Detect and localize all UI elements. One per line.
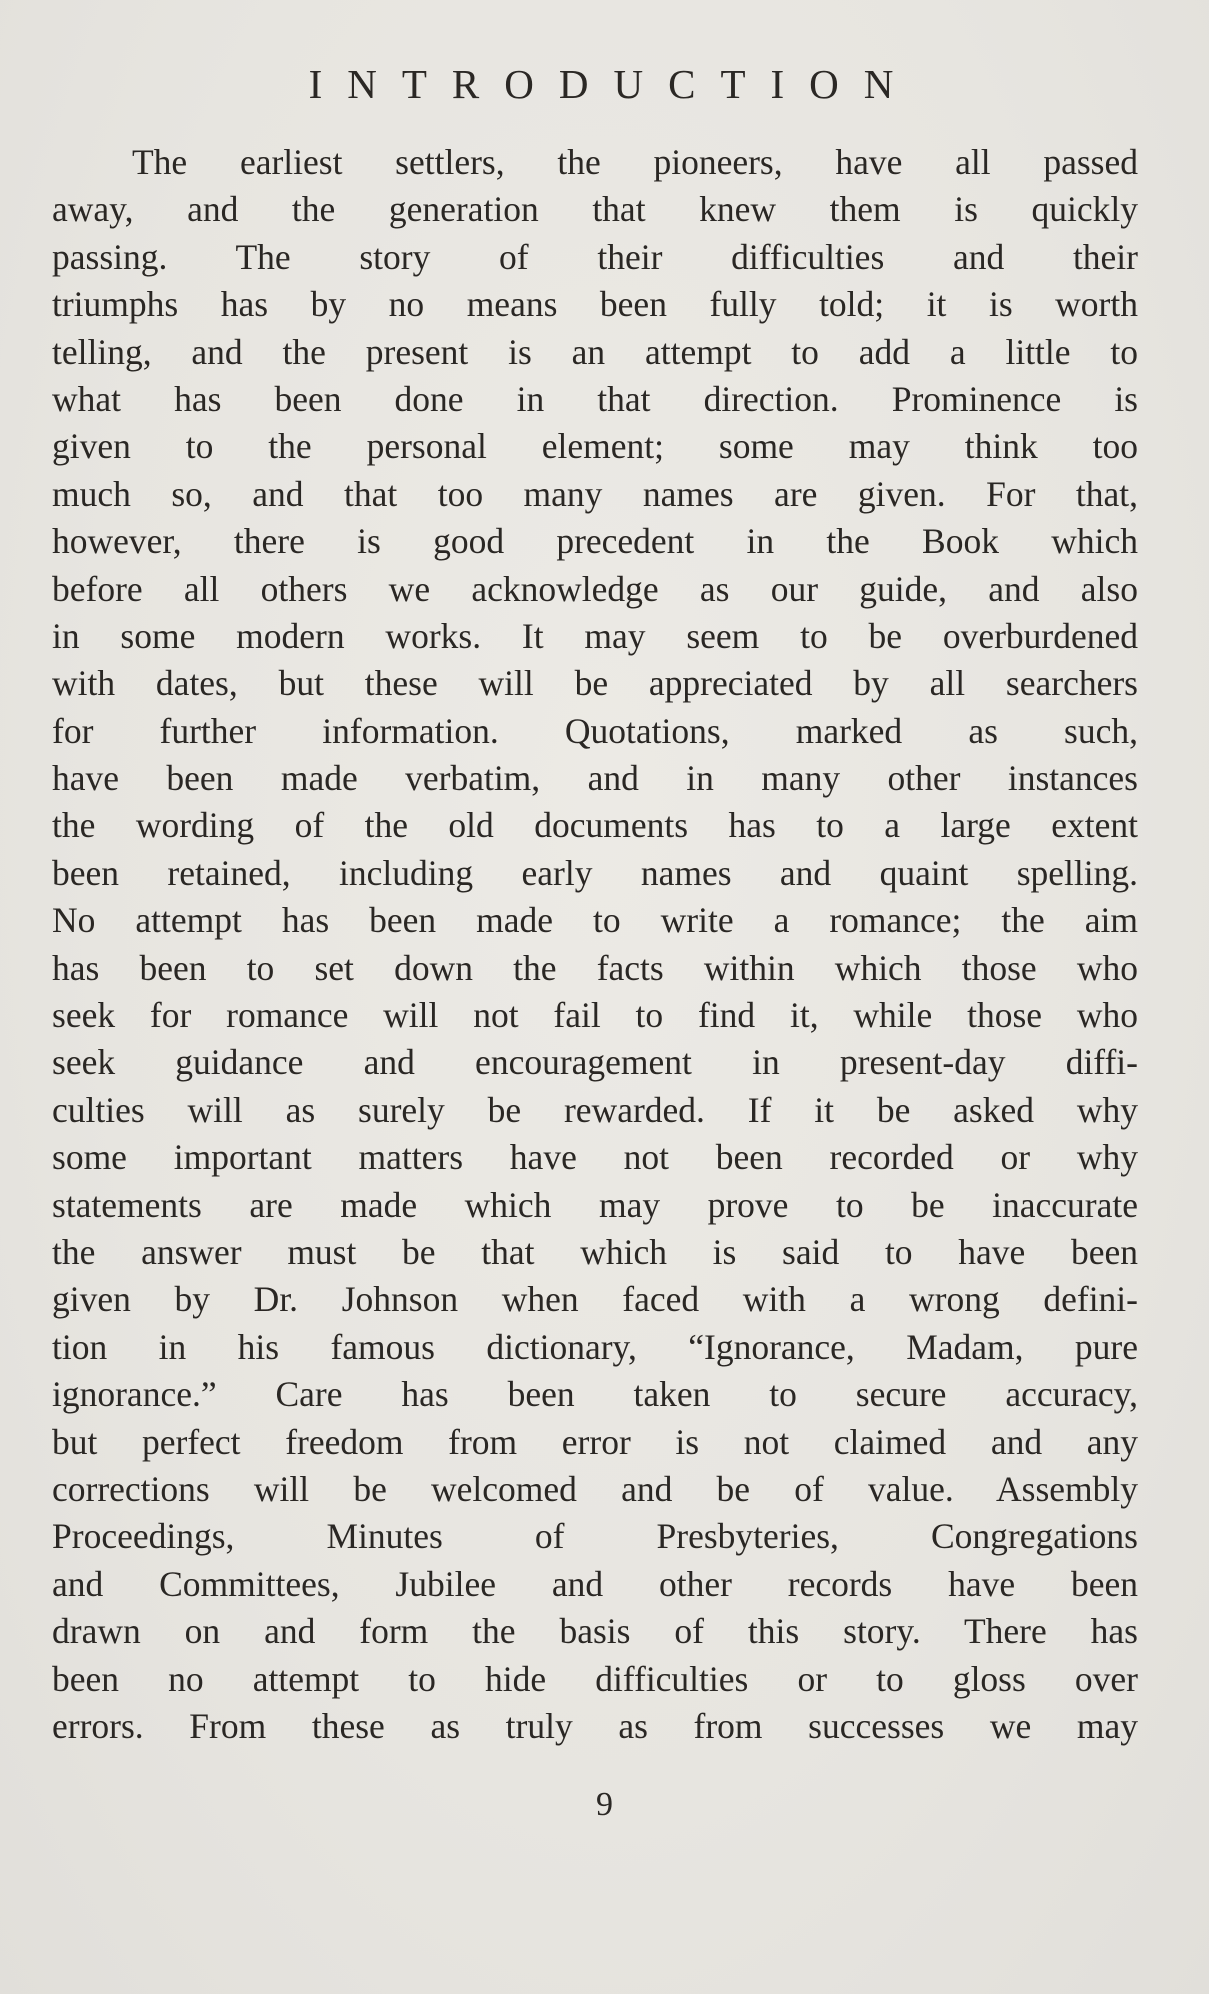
text-line: given by Dr. Johnson when faced with a wrong defini- — [52, 1279, 1138, 1320]
text-line: away, and the generation that knew them is quickly — [52, 189, 1138, 230]
text-line: and Committees, Jubilee and other records have been — [52, 1563, 1138, 1604]
text-line: been retained, including early names and quaint spelling. — [52, 852, 1138, 893]
text-line: drawn on and form the basis of this story. There has — [52, 1611, 1138, 1652]
text-line: The earliest settlers, the pioneers, have all passed — [132, 142, 1138, 182]
text-line: however, there is good precedent in the Book which — [52, 521, 1138, 562]
text-line: before all others we acknowledge as our guide, and also — [52, 568, 1138, 609]
text-line: triumphs has by no means been fully told; it is worth — [52, 284, 1138, 325]
body-paragraph — [52, 139, 1138, 1750]
text-line: the answer must be that which is said to have been — [52, 1231, 1138, 1272]
page-number: 9 — [596, 1786, 613, 1823]
text-line: for further information. Quotations, marked as such, — [52, 710, 1138, 751]
text-line: have been made verbatim, and in many other instances — [52, 758, 1138, 799]
text-line: statements are made which may prove to be inaccurate — [52, 1184, 1138, 1225]
text-line: some important matters have not been recorded or why — [52, 1137, 1138, 1178]
text-line: seek guidance and encouragement in present-day diffi- — [52, 1042, 1138, 1083]
text-line: the wording of the old documents has to a large extent — [52, 805, 1138, 846]
text-line: tion in his famous dictionary, “Ignorance, Madam, pure — [52, 1326, 1138, 1367]
text-line: ignorance.” Care has been taken to secure accuracy, — [52, 1374, 1138, 1415]
text-line: seek for romance will not fail to find it, while those who — [52, 995, 1138, 1036]
text-line: in some modern works. It may seem to be overburdened — [52, 615, 1138, 656]
text-line: has been to set down the facts within which those who — [52, 947, 1138, 988]
text-line: given to the personal element; some may think too — [52, 426, 1138, 467]
text-line: telling, and the present is an attempt to add a little to — [52, 331, 1138, 372]
text-line: passing. The story of their difficulties and their — [52, 236, 1138, 277]
text-line: but perfect freedom from error is not claimed and any — [52, 1421, 1138, 1462]
text-line: culties will as surely be rewarded. If it be asked why — [52, 1089, 1138, 1130]
text-line: what has been done in that direction. Prominence is — [52, 378, 1138, 419]
text-line: Proceedings, Minutes of Presbyteries, Congregations — [52, 1516, 1138, 1557]
text-line: much so, and that too many names are given. For that, — [52, 473, 1138, 514]
text-line: with dates, but these will be appreciated by all searchers — [52, 663, 1138, 704]
text-line: No attempt has been made to write a romance; the aim — [52, 900, 1138, 941]
text-line: corrections will be welcomed and be of value. Assembly — [52, 1468, 1138, 1509]
text-line: been no attempt to hide difficulties or to gloss over — [52, 1658, 1138, 1699]
chapter-heading: INTRODUCTION — [308, 61, 919, 107]
text-line: errors. From these as truly as from successes we may — [52, 1705, 1138, 1746]
